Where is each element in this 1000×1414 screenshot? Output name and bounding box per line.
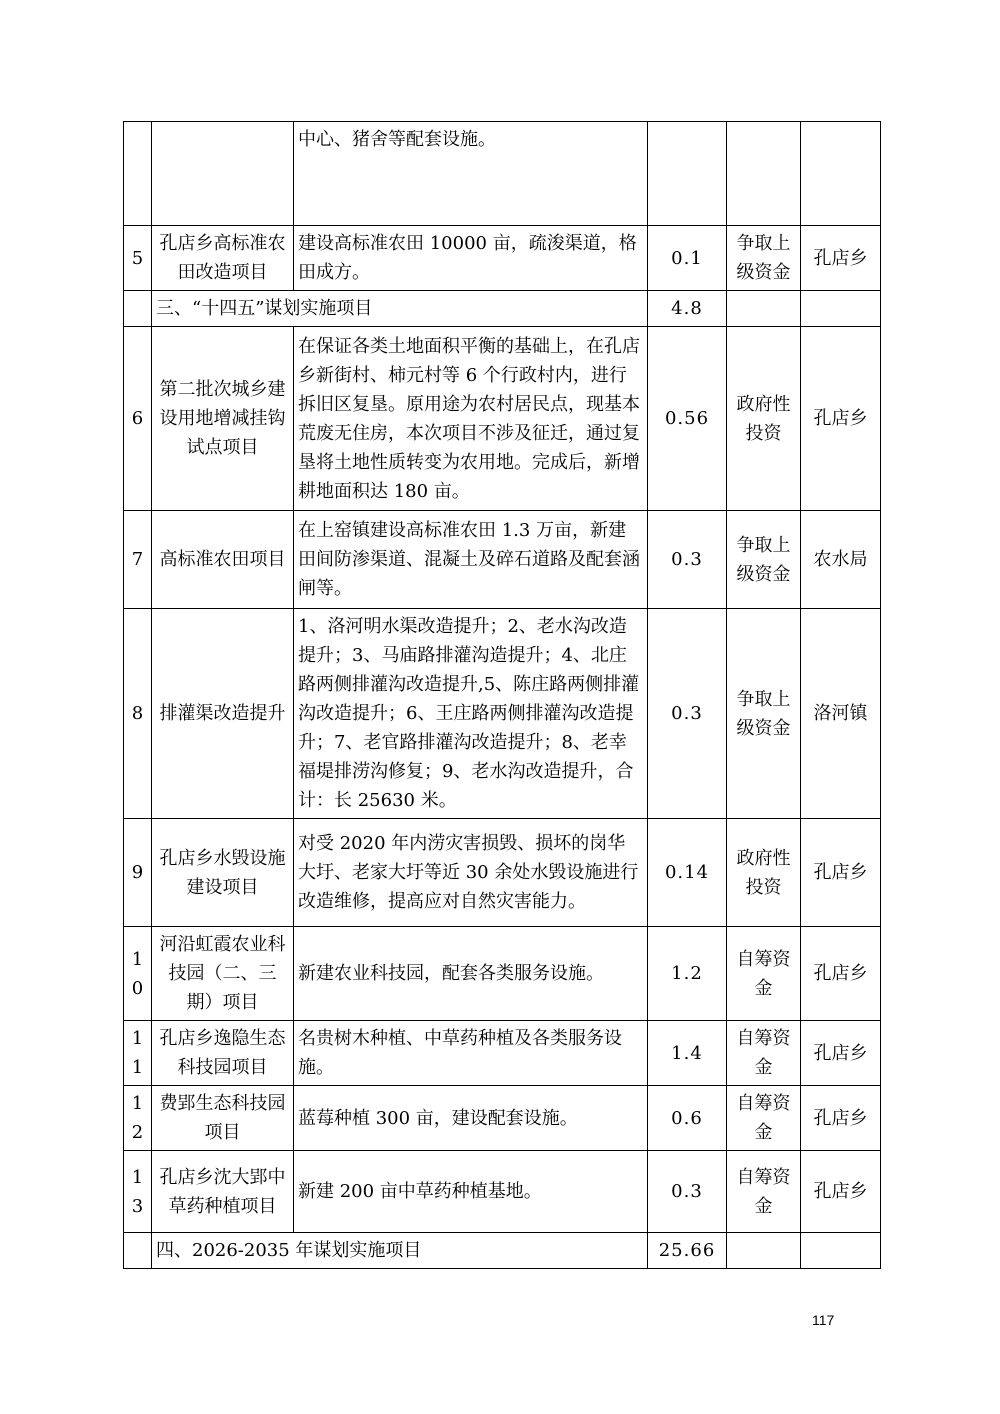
cell-source: 争取上级资金 [727, 226, 801, 291]
table-row [124, 819, 881, 927]
cell-unit: 孔店乡 [801, 1151, 881, 1233]
cell-no [124, 1233, 152, 1269]
cell-unit [801, 1233, 881, 1269]
cell-description: 中心、猪舍等配套设施。 [294, 122, 648, 226]
cell-name [152, 122, 294, 226]
cell-source [727, 122, 801, 226]
cell-description: 建设高标准农田 10000 亩，疏浚渠道，格田成方。 [294, 226, 648, 291]
cell-source: 政府性投资 [727, 327, 801, 511]
cell-name: 河沿虹霞农业科技园（二、三期）项目 [152, 927, 294, 1021]
cell-source: 政府性投资 [727, 819, 801, 927]
cell-name: 孔店乡逸隐生态科技园项目 [152, 1021, 294, 1086]
cell-source [727, 1233, 801, 1269]
cell-no: 13 [124, 1151, 152, 1233]
cell-unit: 孔店乡 [801, 927, 881, 1021]
cell-source: 争取上级资金 [727, 511, 801, 609]
cell-investment [648, 122, 727, 226]
cell-name: 排灌渠改造提升 [152, 609, 294, 819]
table-row [124, 327, 881, 511]
cell-source [727, 291, 801, 327]
table-row [124, 1086, 881, 1151]
cell-investment: 0.3 [648, 511, 727, 609]
table-row [124, 609, 881, 819]
cell-no [124, 291, 152, 327]
section-title: 三、“十四五”谋划实施项目 [152, 291, 648, 327]
section-row-4 [124, 1233, 881, 1269]
cell-unit: 孔店乡 [801, 226, 881, 291]
cell-unit: 农水局 [801, 511, 881, 609]
cell-investment: 0.6 [648, 1086, 727, 1151]
section-row-3 [124, 291, 881, 327]
cell-no [124, 122, 152, 226]
table-row [124, 226, 881, 291]
table-row [124, 1151, 881, 1233]
cell-no: 7 [124, 511, 152, 609]
cell-description: 蓝莓种植 300 亩，建设配套设施。 [294, 1086, 648, 1151]
cell-source: 争取上级资金 [727, 609, 801, 819]
section-total: 25.66 [648, 1233, 727, 1269]
cell-investment: 1.4 [648, 1021, 727, 1086]
section-total: 4.8 [648, 291, 727, 327]
cell-no: 11 [124, 1021, 152, 1086]
cell-investment: 0.1 [648, 226, 727, 291]
cell-investment: 1.2 [648, 927, 727, 1021]
section-title: 四、2026-2035 年谋划实施项目 [152, 1233, 648, 1269]
cell-no: 6 [124, 327, 152, 511]
project-table [123, 121, 881, 1269]
cell-no: 9 [124, 819, 152, 927]
cell-no: 12 [124, 1086, 152, 1151]
cell-no: 10 [124, 927, 152, 1021]
cell-investment: 0.3 [648, 1151, 727, 1233]
cell-name: 高标准农田项目 [152, 511, 294, 609]
cell-name: 孔店乡高标准农田改造项目 [152, 226, 294, 291]
cell-description: 新建 200 亩中草药种植基地。 [294, 1151, 648, 1233]
cell-investment: 0.3 [648, 609, 727, 819]
cell-description: 新建农业科技园，配套各类服务设施。 [294, 927, 648, 1021]
cell-description: 在保证各类土地面积平衡的基础上，在孔店乡新街村、柿元村等 6 个行政村内，进行拆旧区复垦。原用途为农村居民点，现基本荒废无住房，本次项目不涉及征迁，通过复垦将土地性质转变为农用地。完成后，新增耕地面积达 180 亩。 [294, 327, 648, 511]
table-row [124, 927, 881, 1021]
cell-unit [801, 122, 881, 226]
cell-source: 自筹资金 [727, 1086, 801, 1151]
table-row-continued [124, 122, 881, 226]
cell-unit: 洛河镇 [801, 609, 881, 819]
cell-source: 自筹资金 [727, 1021, 801, 1086]
cell-description: 在上窑镇建设高标准农田 1.3 万亩，新建田间防渗渠道、混凝土及碎石道路及配套涵闸等。 [294, 511, 648, 609]
cell-unit: 孔店乡 [801, 1021, 881, 1086]
table-row [124, 511, 881, 609]
cell-investment: 0.14 [648, 819, 727, 927]
cell-unit: 孔店乡 [801, 819, 881, 927]
page-number: 117 [812, 1312, 835, 1328]
cell-description: 名贵树木种植、中草药种植及各类服务设施。 [294, 1021, 648, 1086]
cell-name: 孔店乡沈大郢中草药种植项目 [152, 1151, 294, 1233]
cell-source: 自筹资金 [727, 927, 801, 1021]
cell-name: 孔店乡水毁设施建设项目 [152, 819, 294, 927]
cell-source: 自筹资金 [727, 1151, 801, 1233]
table-row [124, 1021, 881, 1086]
cell-name: 第二批次城乡建设用地增减挂钩试点项目 [152, 327, 294, 511]
cell-description: 对受 2020 年内涝灾害损毁、损坏的岗华大圩、老家大圩等近 30 余处水毁设施进行改造维修，提高应对自然灾害能力。 [294, 819, 648, 927]
cell-unit: 孔店乡 [801, 327, 881, 511]
cell-name: 费郢生态科技园项目 [152, 1086, 294, 1151]
cell-unit [801, 291, 881, 327]
cell-no: 8 [124, 609, 152, 819]
cell-unit: 孔店乡 [801, 1086, 881, 1151]
cell-no: 5 [124, 226, 152, 291]
cell-description: 1、洛河明水渠改造提升；2、老水沟改造提升；3、马庙路排灌沟造提升；4、北庄路两侧排灌沟改造提升,5、陈庄路两侧排灌沟改造提升；6、王庄路两侧排灌沟改造提升；7、老官路排灌沟改造提升；8、老幸福堤排涝沟修复；9、老水沟改造提升，合计：长 25630 米。 [294, 609, 648, 819]
cell-investment: 0.56 [648, 327, 727, 511]
